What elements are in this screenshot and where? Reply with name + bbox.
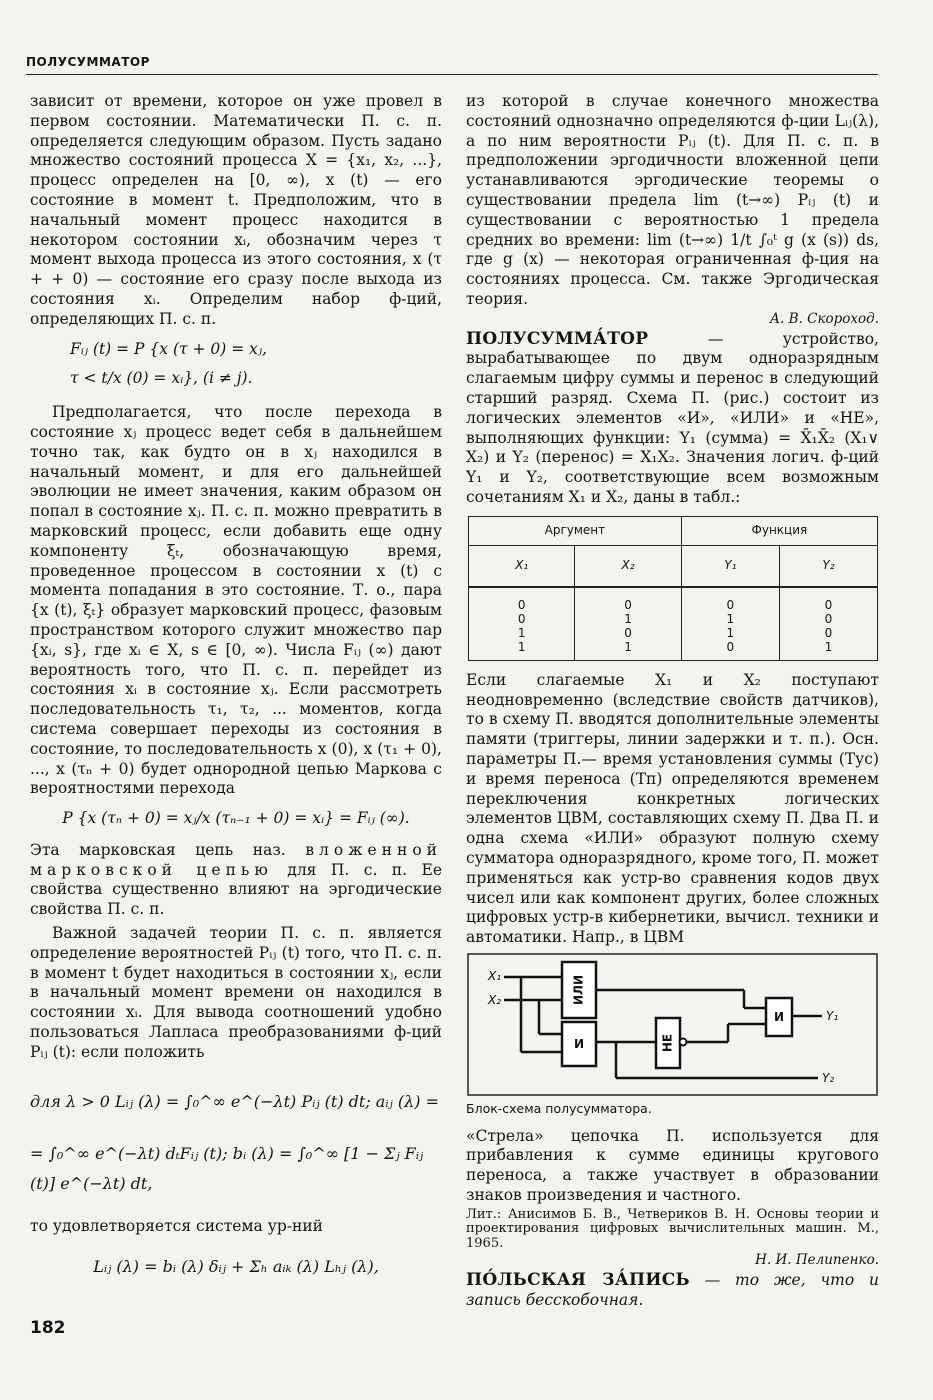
table-column-y2 (779, 587, 877, 661)
table-column-x2 (575, 587, 681, 661)
left-paragraph-3 (30, 841, 442, 920)
formula-1a: Fᵢⱼ (t) = P {x (τ + 0) = xⱼ, (70, 339, 267, 358)
page-number: 182 (30, 1318, 66, 1338)
label-x1: X₁ (488, 968, 502, 983)
label-and-2: И (773, 1009, 785, 1024)
header-function: Функция (681, 516, 877, 545)
cell: 0 (726, 639, 735, 654)
entry-polish-notation (466, 1271, 879, 1311)
headword-polusummator: ПОЛУСУММА́ТОР (466, 328, 649, 349)
literature-reference: Лит.: Анисимов Б. В., Четвериков В. Н. Основы теории и проектирования цифровых вычислительных машин. М., 1965. (466, 1206, 879, 1251)
cell: 0 (517, 597, 526, 612)
left-paragraph-4: Важной задачей теории П. с. п. является определение вероятностей Pᵢⱼ (t) того, что П. с. п. в момент t будет находиться в состоянии xⱼ, если в начальный момент времени он находился в состоянии xᵢ. Для вывода соотношений удобно пользоваться Лапласа преобразованиями ф-ций Pᵢⱼ (t): если положить (30, 924, 442, 1061)
header-rule (26, 74, 878, 75)
not-bubble (680, 1038, 687, 1045)
cell: 1 (517, 625, 526, 640)
entry-2-text: — то же, что и запись бесскобочная. (466, 1271, 879, 1309)
p3-end: для П. с. п. Ее свойства существенно влияют на эргодические свойства П. с. п. (30, 860, 442, 919)
table-column-x1 (469, 587, 575, 661)
label-x2: X₂ (488, 992, 502, 1007)
cell: 0 (824, 625, 833, 640)
entry-polusummator (466, 330, 879, 508)
entry-1-text: — устройство, вырабатывающее по двум одноразрядным слагаемым цифру суммы и перенос в следующий старший разряд. Схема П. (рис.) состоит из логических элементов «И», «ИЛИ» и «НЕ», выполняющих функции: Y₁ (сумма) = X̄₁X̄₂ (X₁∨ X₂) и Y₂ (перенос) = X₁X₂. Значения логич. ф-ций Y₁ и Y₂, соответствующие всем возможным сочетаниям X₁ и X₂, даны в табл.: (466, 329, 879, 506)
right-paragraph-1: из которой в случае конечного множества состояний однозначно определяются ф-ции Lᵢⱼ(λ), а по ним вероятности Pᵢⱼ (t). Для П. с. п. в предположении эргодичности вложенной цепи устанавливаются эргодические теоремы о существовании предела lim (t→∞) Pᵢⱼ (t) и существовании с вероятностью 1 предела средних во времени: lim (t→∞) 1/t ∫₀ᵗ g (x (s)) ds, где g (x) — некоторая ограниченная ф-ция на состояниях процесса. См. также Эргодическая теория. (466, 92, 879, 308)
cell: 1 (824, 639, 833, 654)
p3-start: Эта марковская цепь наз. (30, 840, 286, 859)
figure-caption: Блок-схема полусумматора. (466, 1100, 652, 1116)
left-paragraph-1: зависит от времени, которое он уже провел в первом состоянии. Математически П. с. п. определяется следующим образом. Пусть задано множество состояний процесса X = {x₁, x₂, ...}, процесс определен на [0, ∞), x (t) — его состояние в момент t. Предположим, что в начальный момент процесс находится в некотором состоянии xᵢ, обозначим через τ момент выхода процесса из этого состояния, x (τ + + 0) — состояние его сразу после выхода из состояния xᵢ. Определим набор ф-ций, определяющих П. с. п. (30, 92, 442, 328)
cell: 1 (624, 639, 632, 654)
cell: 0 (726, 597, 735, 612)
cell: 0 (517, 611, 526, 626)
right-paragraph-3: Если слагаемые X₁ и X₂ поступают неодновременно (вследствие свойств датчиков), то в схему П. вводятся дополнительные элементы памяти (триггеры, линии задержки и т. п.). Осн. параметры П.— время установления суммы (Tус) и время переноса (Tп) определяются временем переключения конкретных логических элементов ЦВМ, составляющих схему П. Два П. и одна схема «ИЛИ» образуют полную схему сумматора одноразрядного, кроме того, П. может применяться как устр-во сравнения кодов двух чисел или как компонент других, более сложных цифровых устр-в кибернетики, вычисл. техники и автоматики. Напр., в ЦВМ (466, 670, 879, 947)
cell: 0 (624, 597, 632, 612)
formula-5: Lᵢⱼ (λ) = bᵢ (λ) δᵢⱼ + Σₕ aᵢₖ (λ) Lₕⱼ (λ), (93, 1257, 379, 1277)
header-argument: Аргумент (469, 516, 682, 545)
truth-table (468, 516, 878, 661)
label-and-1: И (573, 1036, 585, 1051)
formula-4: = ∫₀^∞ e^(−λt) dₜFᵢⱼ (t); bᵢ (λ) = ∫₀^∞ [1 − Σⱼ Fᵢⱼ (t)] e^(−λt) dt, (30, 1143, 424, 1193)
right-column (466, 92, 879, 1311)
signature-1: А. В. Скороход. (769, 310, 879, 327)
col-y2: Y₂ (779, 545, 877, 587)
right-paragraph-4: «Стрела» цепочка П. используется для прибавления к сумме единицы кругового переноса, а также участвует в образовании знаков произведения и частного. (466, 1126, 879, 1205)
col-x1: X₁ (469, 545, 575, 587)
running-head: ПОЛУСУММАТОР (26, 55, 150, 69)
left-paragraph-5: то удовлетворяется система ур-ний (30, 1216, 323, 1235)
cell: 0 (624, 625, 632, 640)
label-y1: Y₁ (826, 1008, 839, 1023)
label-y2: Y₂ (822, 1070, 835, 1085)
cell: 0 (824, 597, 833, 612)
left-paragraph-2: Предполагается, что после перехода в состояние xⱼ процесс ведет себя в дальнейшем точно так, как будто он в xⱼ находился в начальный момент, и для его дальнейшей эволюции не имеет значения, каким образом он попал в состояние xⱼ. П. с. п. можно превратить в марковский процесс, если добавить еще одну компоненту ξₜ, обозначающую время, проведенное процессом в состоянии x (t) с момента попадания в это состояние. Т. о., пара {x (t), ξₜ} образует марковский процесс, фазовым пространством которого служит множество пар {xᵢ, s}, где xᵢ ∈ X, s ∈ [0, ∞). Числа Fᵢⱼ (∞) дают вероятность того, что П. с. п. перейдет из состояния xᵢ в состояние xⱼ. Если рассмотреть последовательность τ₁, τ₂, ... моментов, когда система совершает переходы из состояния в состояние, то последовательность x (0), x (τ₁ + 0), ..., x (τₙ + 0) будет однородной цепью Маркова с вероятностями перехода (30, 403, 442, 798)
col-y1: Y₁ (681, 545, 779, 587)
cell: 1 (517, 639, 526, 654)
signature-2: Н. И. Пелипенко. (755, 1252, 879, 1269)
block-diagram-svg (466, 952, 879, 1097)
formula-2: P {x (τₙ + 0) = xⱼ/x (τₙ₋₁ + 0) = xᵢ} = Fᵢⱼ (∞). (62, 809, 410, 828)
formula-1b: τ < t/x (0) = xᵢ}, (i ≠ j). (70, 369, 253, 388)
half-adder-block-diagram (466, 952, 879, 1097)
term-embedded-chain: вложенной марковской цепью (30, 840, 442, 879)
label-or: ИЛИ (571, 974, 586, 1005)
cell: 1 (726, 625, 735, 640)
formula-3: для λ > 0 Lᵢⱼ (λ) = ∫₀^∞ e^(−λt) Pᵢⱼ (t) dt; aᵢⱼ (λ) = (30, 1091, 439, 1111)
cell: 1 (624, 611, 632, 626)
col-x2: X₂ (575, 545, 681, 587)
cell: 0 (824, 611, 833, 626)
headword-polish-notation: ПО́ЛЬСКАЯ ЗА́ПИСЬ (466, 1270, 690, 1291)
cell: 1 (726, 611, 735, 626)
label-not: НЕ (660, 1033, 675, 1053)
left-column (30, 92, 442, 1288)
table-column-y1 (681, 587, 779, 661)
